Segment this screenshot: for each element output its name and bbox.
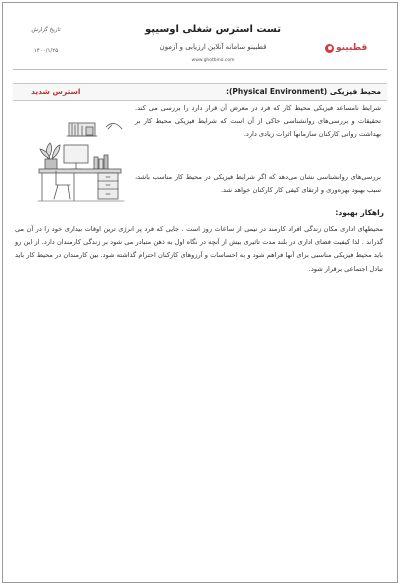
section-paragraph-2: بررسی‌های روانشناسی نشان می‌دهد که اگر شرایط فیزیکی در محیط کار مناسب باشد، سبب بهبود بهره‌وری و ارتقای کیفی کار کارکنان خواهد شد. [135, 173, 381, 195]
solution-heading: راهکار بهبود: [335, 208, 384, 217]
stress-level-badge: استرس شدید [31, 87, 81, 96]
header-divider [13, 69, 387, 70]
report-title: تست استرس شغلی اوسیپو [145, 24, 281, 35]
report-header [3, 3, 397, 69]
office-desk-illustration [34, 109, 129, 205]
report-date-value: ۱۴۰۰/۱/۲۵ [33, 48, 59, 54]
report-subtitle: قطبینو سامانه آنلاین ارزیابی و آزمون [159, 43, 267, 51]
brand-logo [325, 41, 377, 55]
section-paragraph-1: شرایط نامساعد فیزیکی محیط کار که فرد در معرض آن قرار دارد را بررسی می کند. تحقیقات و بررسی‌های روانشناسی حاکی از آن است که شرایط فیزیکی محیط کار بر بهداشت روانی کارکنان سازمانها اثرات زیادی دارد. [135, 104, 381, 139]
solution-paragraph: محیطهای اداری مکان زندگی افراد کارمند در نیمی از ساعات روز است . جایی که فرد پر انرژی ترین اوقات بیداری خود را در آن می گذراند . لذا کیفیت فضای اداری در بلند مدت تاثیری بیش از آنچه در نگاه اول به ذهن متبادر می شود بر زندگی کارمندان دارد. از این رو باید محیط فیزیکی مناسبی برای آنها فراهم شود و به احساسات و آرزوهای کارکنان احترام گذاشته شود. بین کارمندان در محیط کار باید تبادل اجتماعی برقرار شود. [15, 225, 383, 273]
report-date-label: تاریخ گزارش [31, 27, 61, 33]
report-page [2, 2, 398, 583]
logo-circle-icon [325, 44, 334, 53]
section-header-band [13, 83, 387, 101]
website-url[interactable]: www.ghotbino.com [191, 58, 235, 63]
logo-text: قطبینو [336, 43, 368, 53]
section-title: محیط فیزیکی (Physical Environment): [225, 87, 381, 96]
